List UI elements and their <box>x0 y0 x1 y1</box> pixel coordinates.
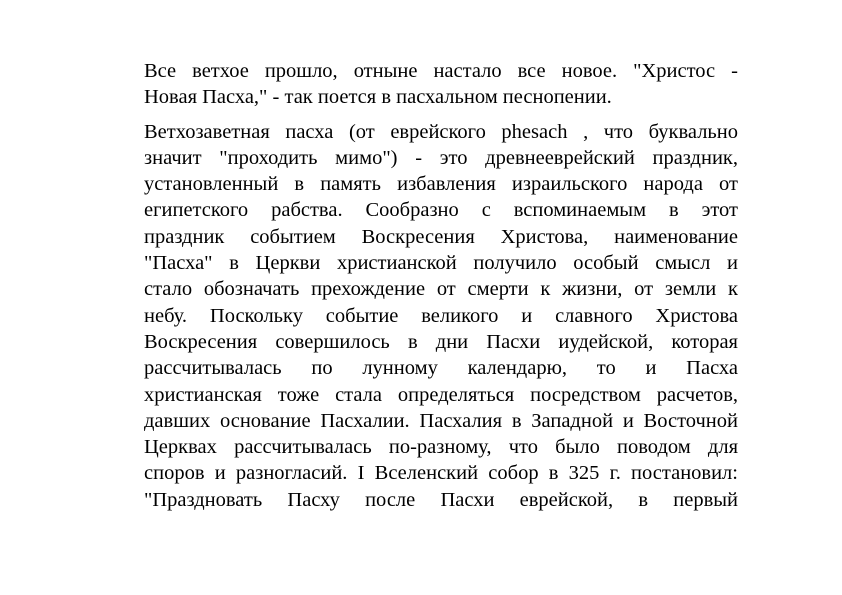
text-line: стало обозначать прехождение от смерти к жизни, от земли к <box>144 278 738 301</box>
text-line: Церквах рассчитывалась по-разному, что было поводом для <box>144 436 738 459</box>
text-line: египетского рабства. Сообразно с вспоминаемым в этот <box>144 199 738 222</box>
text-line: "Пасха" в Церкви христианской получило особый смысл и <box>144 252 738 275</box>
text-line: "Праздновать Пасху после Пасхи еврейской, в первый <box>144 488 738 511</box>
text-line: значит "проходить мимо") - это древнееврейский праздник, <box>144 146 738 169</box>
text-line: Ветхозаветная пасха (от еврейского phesach , что буквально <box>144 120 738 143</box>
text-line: рассчитывалась по лунному календарю, то и Пасха <box>144 357 738 380</box>
text-line: Все ветхое прошло, отныне настало все новое. "Христос - <box>144 60 738 82</box>
paragraph-1 <box>144 58 738 111</box>
paragraph-2 <box>144 119 738 513</box>
text-line: споров и разногласий. I Вселенский собор в 325 г. постановил: <box>144 462 738 485</box>
text-line: небу. Поскольку событие великого и славного Христова <box>144 304 738 327</box>
document-text <box>144 58 738 513</box>
text-line: установленный в память избавления израильского народа от <box>144 173 738 196</box>
text-line: Воскресения совершилось в дни Пасхи иудейской, которая <box>144 330 738 353</box>
text-line: Новая Пасха," - так поется в пасхальном песнопении. <box>144 86 612 109</box>
text-line: христианская тоже стала определяться посредством расчетов, <box>144 383 738 406</box>
text-line: давших основание Пасхалии. Пасхалия в Западной и Восточной <box>144 409 738 432</box>
text-line: праздник событием Воскресения Христова, наименование <box>144 225 738 248</box>
